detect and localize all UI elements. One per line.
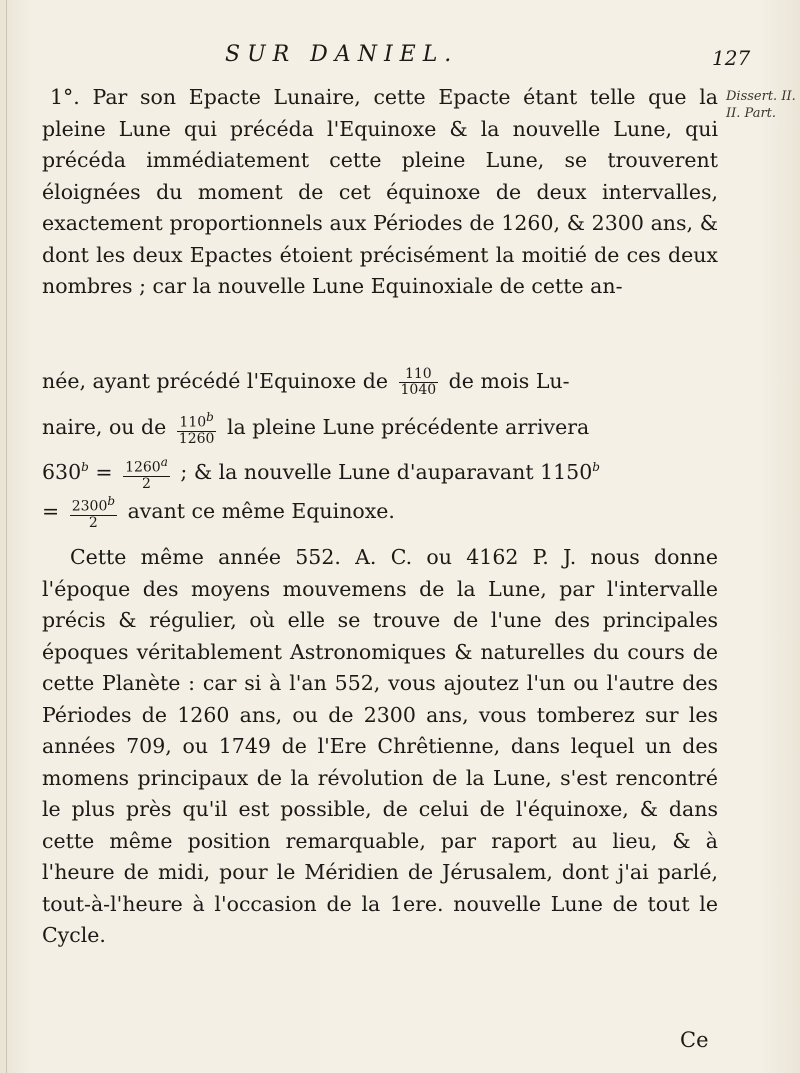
- formula-line-1-after: de mois Lu-: [448, 369, 570, 393]
- formula-line-4-equals: =: [42, 498, 60, 523]
- formula-line-3-equals: =: [95, 459, 113, 484]
- paragraph-1-text: 1°. Par son Epacte Lunaire, cette Epacte étant telle que la pleine Lune qui précéda l'Equinoxe & la nouvelle Lune, qui précéda immédiatement cette pleine Lune, se trouverent éloignées du moment de cet équinoxe de deux intervalles, exactement proportionnels aux Périodes de 1260, & 2300 ans, & dont les deux Epactes étoient précisément la moitié de ces deux nombres ; car la nouvelle Lune Equinoxiale de cette an-: [42, 85, 718, 298]
- formula-line-2: [42, 410, 718, 447]
- formula-line-1-before: née, ayant précédé l'Equinoxe de: [42, 369, 388, 393]
- fraction-3-numerator-value: 1260: [125, 459, 161, 476]
- formula-line-3: [42, 452, 718, 492]
- fraction-2-denominator: 1260: [178, 430, 215, 447]
- fraction-4-numerator-sup: b: [107, 494, 116, 508]
- formula-line-3-value: 630: [42, 459, 82, 484]
- marginal-note: [726, 88, 798, 122]
- fraction-3-numerator-sup: a: [160, 455, 168, 469]
- fraction-4-numerator: [70, 494, 117, 516]
- paragraph-2: [42, 542, 718, 952]
- catchword: Ce: [680, 1028, 709, 1052]
- fraction-4: [70, 494, 117, 531]
- paragraph-1: [42, 82, 718, 303]
- fraction-4-denominator: 2: [88, 514, 98, 531]
- formula-line-3-after-sup: b: [592, 460, 600, 474]
- marginal-note-line-1: Dissert. II.: [726, 89, 796, 104]
- fraction-3-numerator: [123, 455, 170, 477]
- paragraph-2-text: Cette même année 552. A. C. ou 4162 P. J. nous donne l'époque des moyens mouvemens de la Lune, par l'intervalle précis & régulier, où elle se trouve de l'une des principales époques véritablement Astronomiques & naturelles du cours de cette Planète : car si à l'an 552, vous ajoutez l'un ou l'autre des Périodes de 1260 ans, ou de 2300 ans, vous tomberez sur les années 709, ou 1749 de l'Ere Chrêtienne, dans lequel un des momens principaux de la révolution de la Lune, s'est rencontré le plus près qu'il est possible, de celui de l'équinoxe, & dans cette même position remarquable, par raport au lieu, & à l'heure de midi, pour le Méridien de Jérusalem, dont j'ai parlé, tout-à-l'heure à l'occasion de la 1ere. nouvelle Lune de tout le Cycle.: [42, 545, 718, 947]
- formula-line-2-after: la pleine Lune précédente arrivera: [226, 414, 590, 439]
- fraction-1-numerator: 110: [399, 367, 439, 383]
- page-edge-rule: [6, 0, 7, 1073]
- fraction-3-denominator: 2: [142, 475, 151, 492]
- marginal-note-line-2: II. Part.: [726, 106, 777, 121]
- formula-line-3-after: ; & la nouvelle Lune d'auparavant 1150: [180, 459, 593, 484]
- formula-line-2-before: naire, ou de: [42, 414, 167, 439]
- fraction-2-numerator: [177, 410, 217, 432]
- fraction-4-numerator-value: 2300: [71, 498, 108, 515]
- formula-line-4-after: avant ce même Equinoxe.: [127, 498, 395, 523]
- fraction-1: [399, 367, 439, 398]
- page-number: 127: [712, 46, 751, 70]
- formula-line-1: [42, 366, 718, 398]
- formula-line-4: [42, 494, 718, 531]
- fraction-2-numerator-sup: b: [206, 410, 214, 424]
- fraction-1-denominator: 1040: [400, 382, 437, 398]
- fraction-2: [177, 410, 217, 447]
- fraction-2-numerator-value: 110: [179, 414, 207, 431]
- running-head: SUR DANIEL.: [225, 42, 459, 67]
- formula-line-3-value-sup: b: [81, 460, 89, 474]
- fraction-3: [123, 455, 170, 492]
